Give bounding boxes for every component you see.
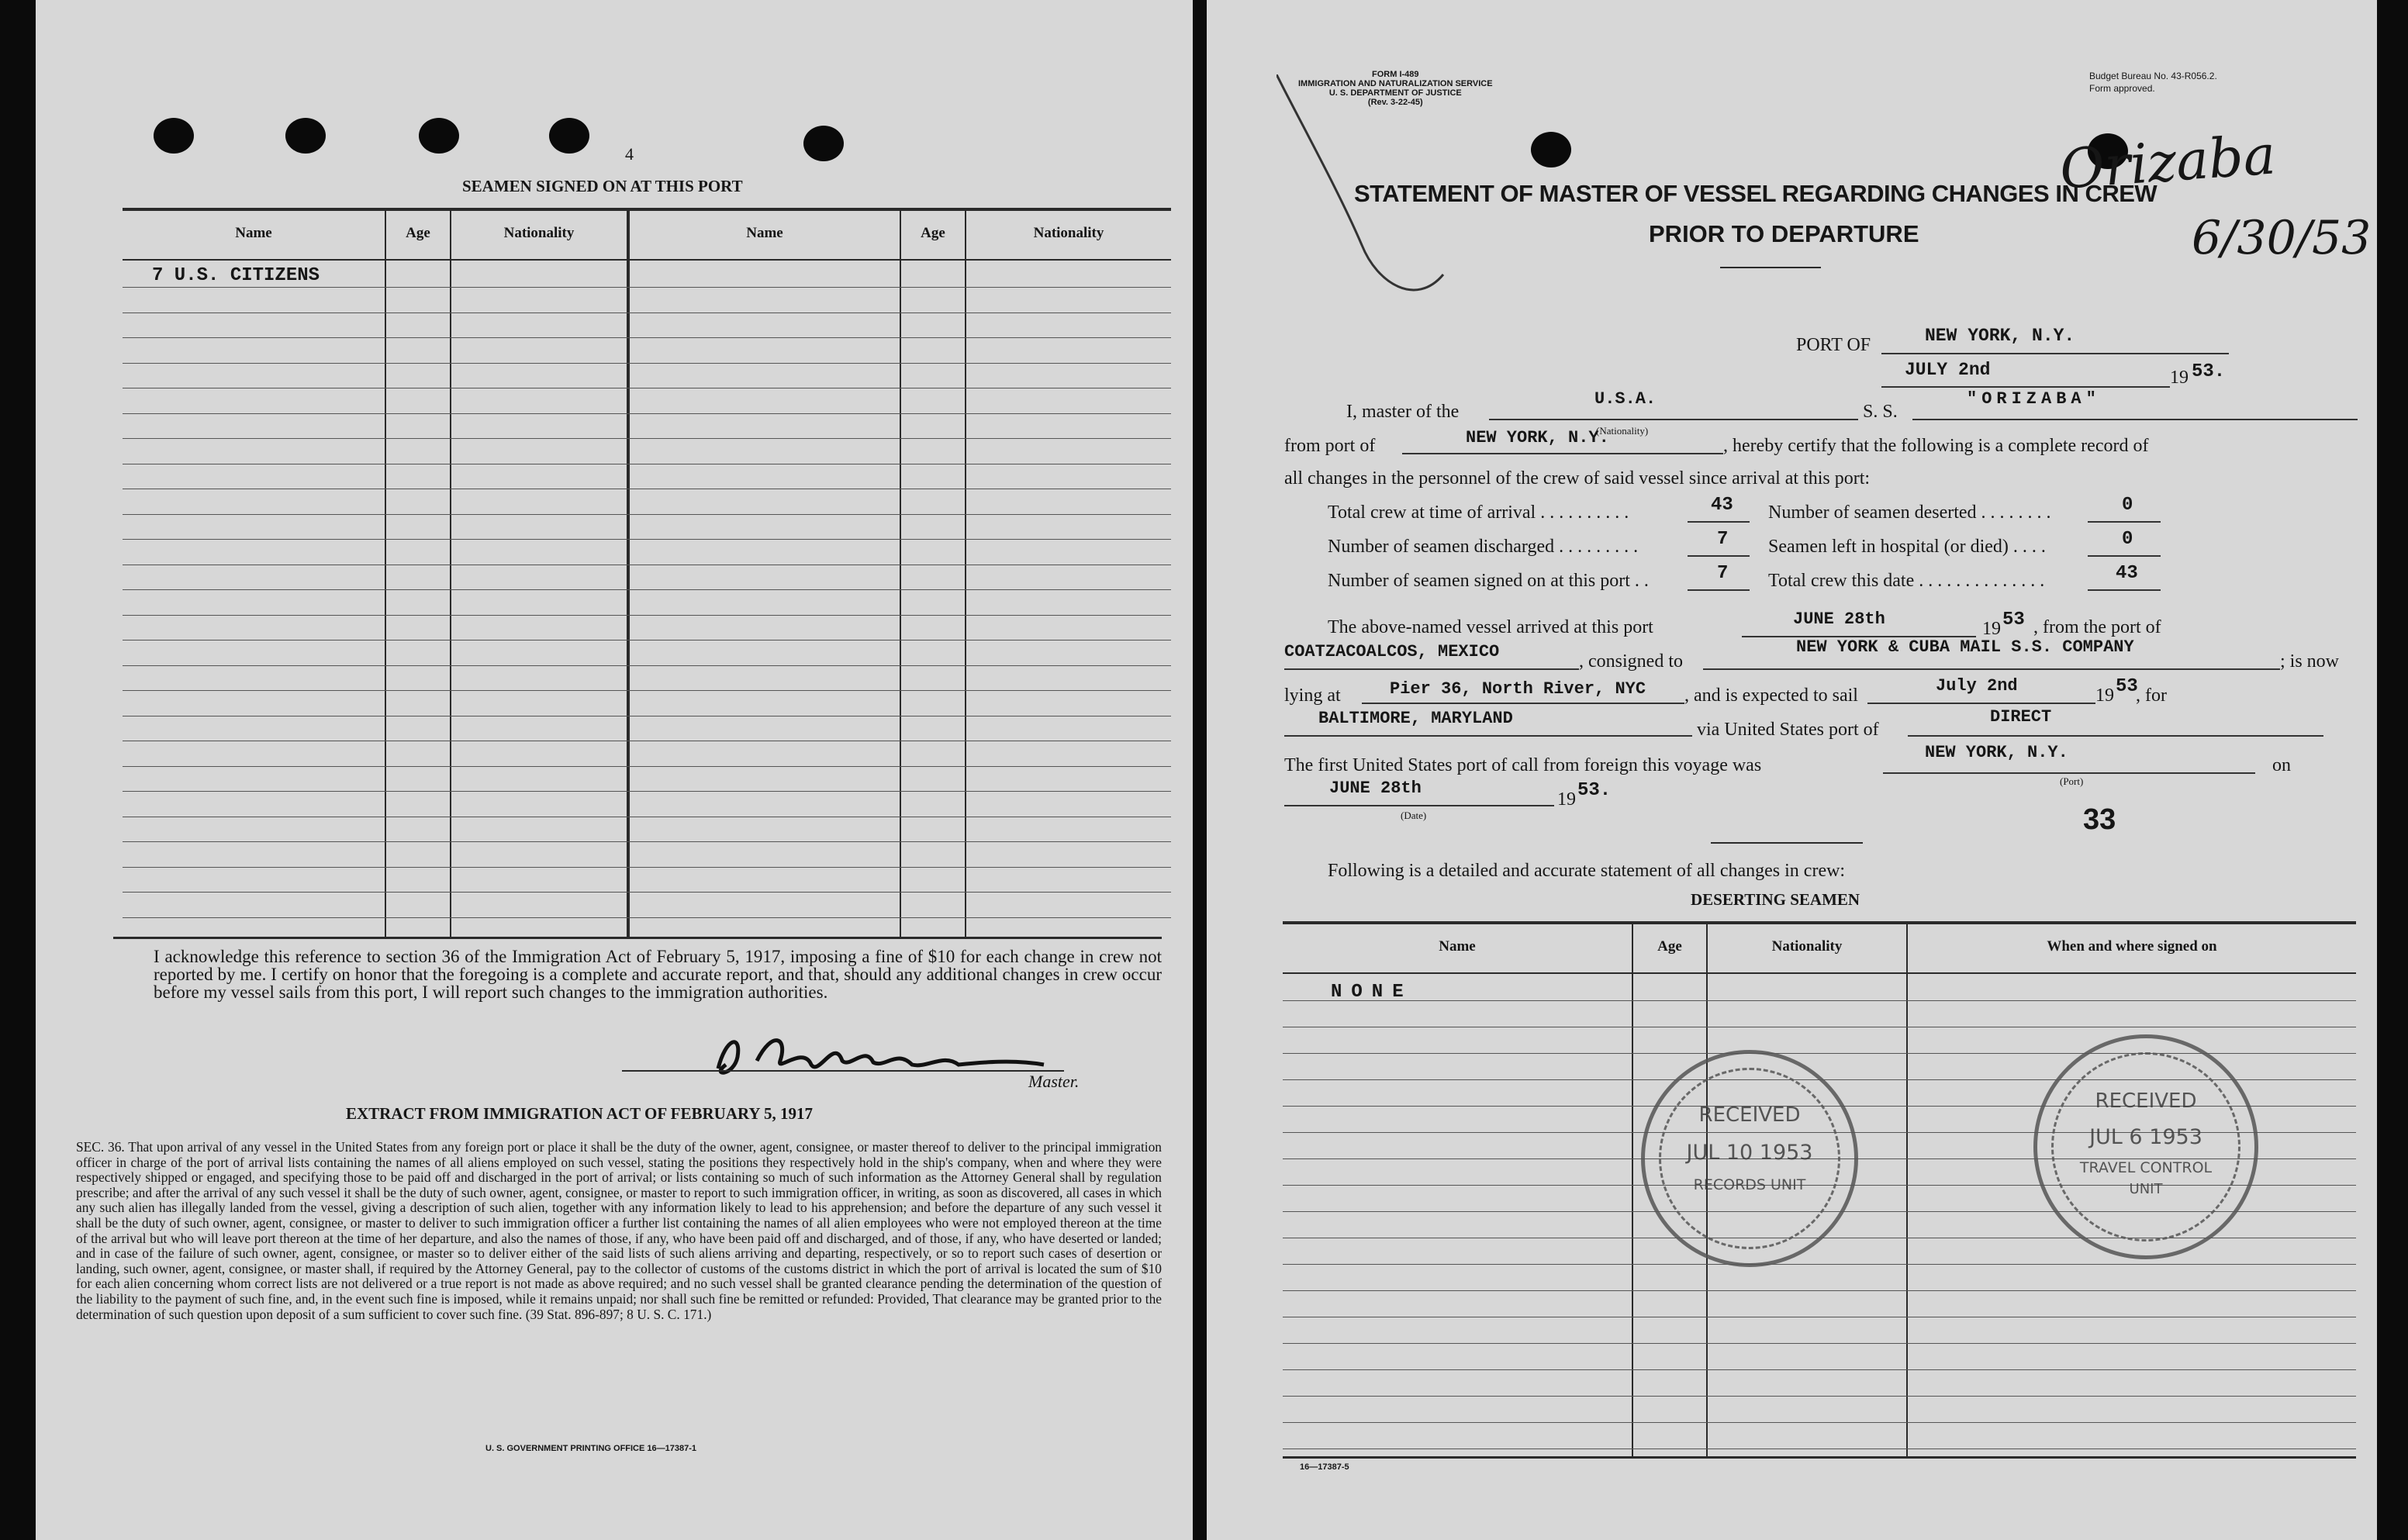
via-label: via United States port of: [1697, 720, 1879, 740]
stat-label: Total crew at time of arrival . . . . . . . . . .: [1328, 502, 1629, 523]
date-value: JULY 2nd: [1905, 360, 1991, 380]
form-title: STATEMENT OF MASTER OF VESSEL REGARDING CHANGES IN CREW: [1354, 180, 2158, 207]
arrived-date: JUNE 28th: [1793, 609, 1885, 629]
table-row: [123, 312, 1171, 313]
stat-value: 0: [2122, 529, 2133, 550]
first-port-label: The first United States port of call from foreign this voyage was: [1284, 755, 1762, 775]
budget-note: Budget Bureau No. 43-R056.2. Form approved.: [2089, 71, 2217, 94]
table-row: [123, 867, 1171, 868]
arrived-year-prefix: 19: [1982, 619, 2001, 639]
stat-value: 7: [1717, 563, 1729, 584]
stat-label: Seamen left in hospital (or died) . . . .: [1768, 537, 2046, 557]
form-subtitle: PRIOR TO DEPARTURE: [1649, 220, 1919, 247]
handwritten-ship-name: Orizaba: [2057, 123, 2278, 202]
master-signature: [703, 1022, 1075, 1084]
section-title: SEAMEN SIGNED ON AT THIS PORT: [462, 177, 743, 195]
stat-label: Number of seamen deserted . . . . . . . .: [1768, 502, 2051, 523]
master-label: Master.: [1028, 1072, 1080, 1091]
from-port-label: from port of: [1284, 436, 1376, 456]
handwritten-date: 6/30/53: [2192, 211, 2372, 265]
table-row: [123, 917, 1171, 918]
nationality-caption: (Nationality): [1596, 425, 1649, 437]
extract-text: SEC. 36. That upon arrival of any vessel in the United States from any foreign port or place it shall be the duty of the owner, agent, consignee, or master thereof to deliver to the principal immigration officer in charge of the port of arrival lists containing the names of all aliens employed on such vessel, stating the positions they respectively hold in the ship's company, when and where they were respectively shipped or engaged, and specifying those to be paid off and discharged in the port of arrival; or lists containing so much of such information as the Attorney General shall by regulation prescribe; and after the arrival of any such vessel it shall be the duty of such owner, agent, consignee, or master to report to such immigration officer, in writing, as soon as discovered, all cases in which any such alien has illegally landed from the vessel, giving a description of such alien, together with any information likely to lead to his apprehension; and before the departure of any such vessel it shall be the duty of such owner, agent, consignee, or master to deliver to such immigration officer a further list containing the names of all alien employees who were not employed thereon at the time of the arrival but who will leave port thereon at the time of her departure, and also the names of those, if any, who have been paid off and discharged, and of those, if any, who have deserted or landed; and in case of the failure of such owner, agent, consignee, or master so to deliver either of the said lists of such aliens arriving and departing, respectively, or so to report such cases of desertion or landing, such owner, agent, consignee, or master shall, if required by the Attorney General, pay to the collector of customs of the customs district in which the port of arrival is located the sum of $10 for each alien concerning whom correct lists are not delivered or a true report is not made as above required; and no such vessel shall be granted clearance pending the determination of the question of the liability to the payment of such fine, and, in the event such fine is imposed, while it remains unpaid; nor shall such fine be remitted or refunded: Provided, That clearance may be granted prior to the determination of such question upon deposit of a sum sufficient to cover such fine. (39 Stat. 896-897; 8 U. S. C. 171.): [76, 1139, 1162, 1322]
table-row: [1283, 1000, 2356, 1001]
form-header: FORM I-489 IMMIGRATION AND NATURALIZATION SERVICE U. S. DEPARTMENT OF JUSTICE (Rev. 3-22-45): [1298, 70, 1493, 107]
table-row: [123, 690, 1171, 691]
for-label: , for: [2136, 685, 2167, 706]
arrived-year: 53: [2002, 609, 2025, 630]
sail-date: July 2nd: [1936, 676, 2018, 696]
stamped-number: 33: [2083, 803, 2116, 836]
master-of-label: I, master of the: [1346, 402, 1460, 422]
stat-label: Total crew this date . . . . . . . . . . . . . .: [1768, 571, 2045, 591]
punch-hole: [1531, 132, 1571, 167]
column-header-nationality: Nationality: [503, 225, 575, 241]
sail-year-prefix: 19: [2095, 685, 2114, 706]
certify-text-2: all changes in the personnel of the crew of said vessel since arrival at this port:: [1284, 468, 1871, 489]
table-row: [123, 363, 1171, 364]
lying-label: lying at: [1284, 685, 1341, 706]
page-number: 4: [625, 144, 634, 164]
table-row: [123, 791, 1171, 792]
table-row: [123, 766, 1171, 767]
stat-value: 43: [2116, 563, 2138, 584]
stat-label: Number of seamen signed on at this port . .: [1328, 571, 1649, 591]
arrived-label: The above-named vessel arrived at this port: [1328, 617, 1653, 637]
column-header-age: Age: [406, 225, 430, 241]
expected-label: , and is expected to sail: [1684, 685, 1858, 706]
table-row: [123, 640, 1171, 641]
from-port-of-label: , from the port of: [2033, 617, 2161, 637]
table-row: [1283, 1369, 2356, 1370]
from-port-value: NEW YORK, N.Y.: [1466, 428, 1609, 447]
deserting-title: DESERTING SEAMEN: [1691, 890, 1860, 909]
table-row: [1283, 1343, 2356, 1344]
sail-year: 53: [2116, 676, 2138, 697]
ss-label: S. S.: [1863, 402, 1898, 422]
column-header-name: Name: [235, 225, 272, 241]
table-row: [123, 514, 1171, 515]
consigned-label: , consigned to: [1579, 651, 1683, 672]
stat-value: 0: [2122, 495, 2133, 516]
printer-line: U. S. GOVERNMENT PRINTING OFFICE 16—17387-1: [485, 1444, 697, 1453]
punch-hole: [549, 118, 589, 154]
column-header-name: Name: [1439, 938, 1476, 955]
received-stamp-travel-control: RECEIVED JUL 6 1953 TRAVEL CONTROL UNIT: [2033, 1034, 2258, 1259]
table-row: [123, 287, 1171, 288]
punch-hole: [285, 118, 326, 154]
table-row: [123, 589, 1171, 590]
column-header-signed-on: When and where signed on: [2047, 938, 2217, 955]
origin-port: COATZACOALCOS, MEXICO: [1284, 642, 1500, 661]
first-port-value: NEW YORK, N.Y.: [1925, 743, 2068, 762]
port-caption: (Port): [2060, 775, 2084, 787]
table-row: [123, 413, 1171, 414]
column-header-nationality: Nationality: [1771, 938, 1843, 955]
first-date: JUNE 28th: [1329, 779, 1422, 798]
left-page: [36, 0, 1193, 1540]
table-row: [1283, 1422, 2356, 1423]
acknowledgment-text: I acknowledge this reference to section 36 of the Immigration Act of February 5, 1917, imposing a fine of $10 for each change in crew not reported by me. I certify on honor that the foregoing is a complete and accurate report, and that, should any additional changes in crew occur before my vessel sails from this port, I will report such changes to the immigration authorities.: [154, 947, 1162, 1002]
extract-title: EXTRACT FROM IMMIGRATION ACT OF FEBRUARY 5, 1917: [346, 1104, 814, 1123]
table-row: [1283, 1290, 2356, 1291]
table-row: [1283, 1264, 2356, 1265]
first-year-prefix: 19: [1557, 789, 1576, 810]
table-row: [123, 438, 1171, 439]
port-value: NEW YORK, N.Y.: [1925, 326, 2075, 346]
certify-text: , hereby certify that the following is a complete record of: [1723, 436, 2149, 456]
stat-value: 7: [1717, 529, 1729, 550]
table-row: [123, 665, 1171, 666]
following-label: Following is a detailed and accurate statement of all changes in crew:: [1328, 861, 1846, 881]
table-row-entry: NONE: [1331, 982, 1413, 1003]
is-now-label: ; is now: [2280, 651, 2340, 672]
table-row: [123, 615, 1171, 616]
table-row: [123, 841, 1171, 842]
table-row: [123, 539, 1171, 540]
punch-hole: [419, 118, 459, 154]
destination: BALTIMORE, MARYLAND: [1318, 709, 1513, 728]
column-header-nationality: Nationality: [1033, 225, 1104, 241]
column-header-age: Age: [921, 225, 945, 241]
lying-value: Pier 36, North River, NYC: [1390, 679, 1646, 699]
port-label: PORT OF: [1796, 335, 1871, 355]
first-year: 53.: [1577, 780, 1612, 801]
via-value: DIRECT: [1990, 707, 2052, 727]
table-row-entry: 7 U.S. CITIZENS: [152, 265, 320, 286]
received-stamp-records-unit: RECEIVED JUL 10 1953 RECORDS UNIT: [1641, 1050, 1858, 1267]
column-header-name: Name: [746, 225, 783, 241]
table-row: [123, 337, 1171, 338]
consignee: NEW YORK & CUBA MAIL S.S. COMPANY: [1796, 637, 2134, 657]
punch-hole: [154, 118, 194, 154]
year-prefix: 19: [2170, 368, 2189, 388]
table-row: [123, 892, 1171, 893]
printer-line: 16—17387-5: [1300, 1462, 1349, 1472]
stat-label: Number of seamen discharged . . . . . . . . .: [1328, 537, 1639, 557]
date-caption: (Date): [1401, 810, 1427, 821]
year-value: 53.: [2192, 361, 2226, 382]
ship-value: "ORIZABA": [1967, 389, 2101, 409]
stat-value: 43: [1711, 495, 1733, 516]
punch-hole: [803, 126, 844, 161]
table-row: [1283, 1396, 2356, 1397]
on-label: on: [2272, 755, 2291, 775]
nationality-value: U.S.A.: [1594, 389, 1657, 409]
table-row: [1283, 1448, 2356, 1449]
right-page: [1207, 0, 2377, 1540]
column-header-age: Age: [1657, 938, 1682, 955]
